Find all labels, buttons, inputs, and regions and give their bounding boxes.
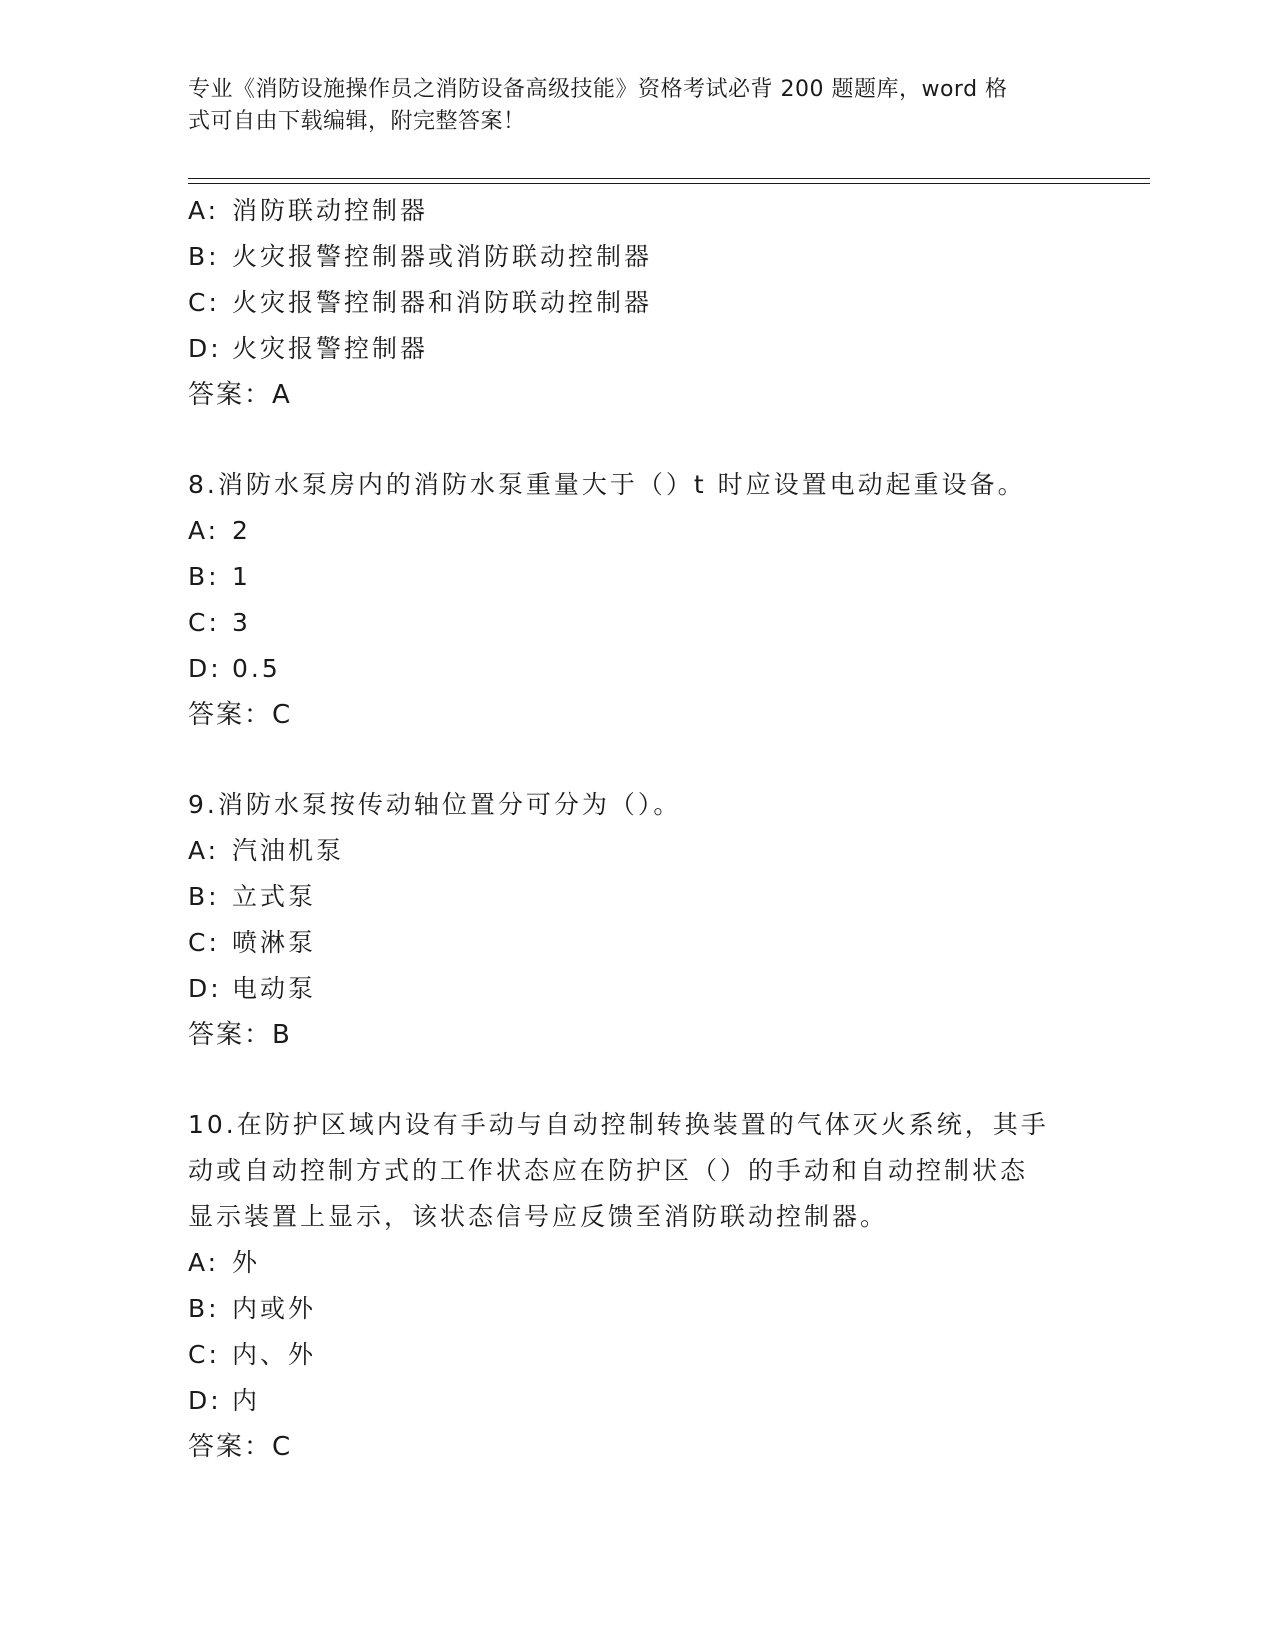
question-8 <box>188 462 1088 738</box>
option-letter: C: <box>188 608 220 637</box>
option-letter: A: <box>188 196 220 225</box>
option-d <box>188 646 1088 692</box>
option-b <box>188 874 1088 920</box>
option-text: 消防联动控制器 <box>232 196 429 225</box>
option-b <box>188 554 1088 600</box>
answer-line: 答案：B <box>188 1020 292 1050</box>
option-c <box>188 920 1088 966</box>
header-divider-top <box>188 178 1150 179</box>
option-d <box>188 326 1088 372</box>
header-line-1: 专业《消防设施操作员之消防设备高级技能》资格考试必背 200 题题库，word 格 <box>188 77 1008 102</box>
option-b <box>188 234 1088 280</box>
option-letter: D: <box>188 334 222 363</box>
option-text: 火灾报警控制器和消防联动控制器 <box>232 288 653 317</box>
option-letter: B: <box>188 242 220 271</box>
option-letter: C: <box>188 1340 220 1369</box>
option-a <box>188 1240 1088 1286</box>
header-line-2: 式可自由下载编辑，附完整答案！ <box>188 109 526 134</box>
option-letter: C: <box>188 288 220 317</box>
question-7-tail <box>188 188 1088 418</box>
option-text: 3 <box>232 608 251 637</box>
option-text: 电动泵 <box>232 974 317 1003</box>
option-d <box>188 1378 1088 1424</box>
answer-line: 答案：A <box>188 380 292 410</box>
option-a <box>188 508 1088 554</box>
option-b <box>188 1286 1088 1332</box>
option-text: 0.5 <box>232 654 281 683</box>
option-text: 外 <box>232 1248 261 1277</box>
question-stem: 8.消防水泵房内的消防水泵重量大于（）t 时应设置电动起重设备。 <box>188 470 1026 499</box>
question-content <box>188 188 1088 1470</box>
option-text: 内或外 <box>232 1294 317 1323</box>
option-text: 汽油机泵 <box>232 836 345 865</box>
question-stem-line: 动或自动控制方式的工作状态应在防护区（）的手动和自动控制状态 <box>188 1156 1029 1185</box>
question-stem-line: 显示装置上显示，该状态信号应反馈至消防联动控制器。 <box>188 1202 889 1231</box>
option-text: 立式泵 <box>232 882 317 911</box>
option-letter: C: <box>188 928 220 957</box>
option-text: 内、外 <box>232 1340 317 1369</box>
option-letter: D: <box>188 654 222 683</box>
option-letter: B: <box>188 882 220 911</box>
option-letter: D: <box>188 1386 222 1415</box>
option-d <box>188 966 1088 1012</box>
option-c <box>188 1332 1088 1378</box>
answer-line: 答案：C <box>188 700 293 730</box>
option-letter: A: <box>188 836 220 865</box>
question-stem <box>188 1102 1088 1240</box>
option-text: 火灾报警控制器 <box>232 334 429 363</box>
option-letter: B: <box>188 1294 220 1323</box>
question-stem-line: 10.在防护区域内设有手动与自动控制转换装置的气体灭火系统，其手 <box>188 1110 1049 1139</box>
header-divider-bottom <box>188 183 1150 184</box>
question-10 <box>188 1102 1088 1470</box>
question-stem: 9.消防水泵按传动轴位置分可分为（）。 <box>188 790 682 819</box>
option-letter: A: <box>188 516 220 545</box>
option-c <box>188 600 1088 646</box>
option-text: 内 <box>232 1386 261 1415</box>
option-a <box>188 188 1088 234</box>
option-text: 2 <box>232 516 251 545</box>
option-letter: D: <box>188 974 222 1003</box>
option-text: 火灾报警控制器或消防联动控制器 <box>232 242 653 271</box>
document-header <box>188 74 1068 138</box>
answer-line: 答案：C <box>188 1432 293 1462</box>
question-9 <box>188 782 1088 1058</box>
option-letter: B: <box>188 562 220 591</box>
option-c <box>188 280 1088 326</box>
option-a <box>188 828 1088 874</box>
option-text: 喷淋泵 <box>232 928 317 957</box>
option-letter: A: <box>188 1248 220 1277</box>
option-text: 1 <box>232 562 251 591</box>
